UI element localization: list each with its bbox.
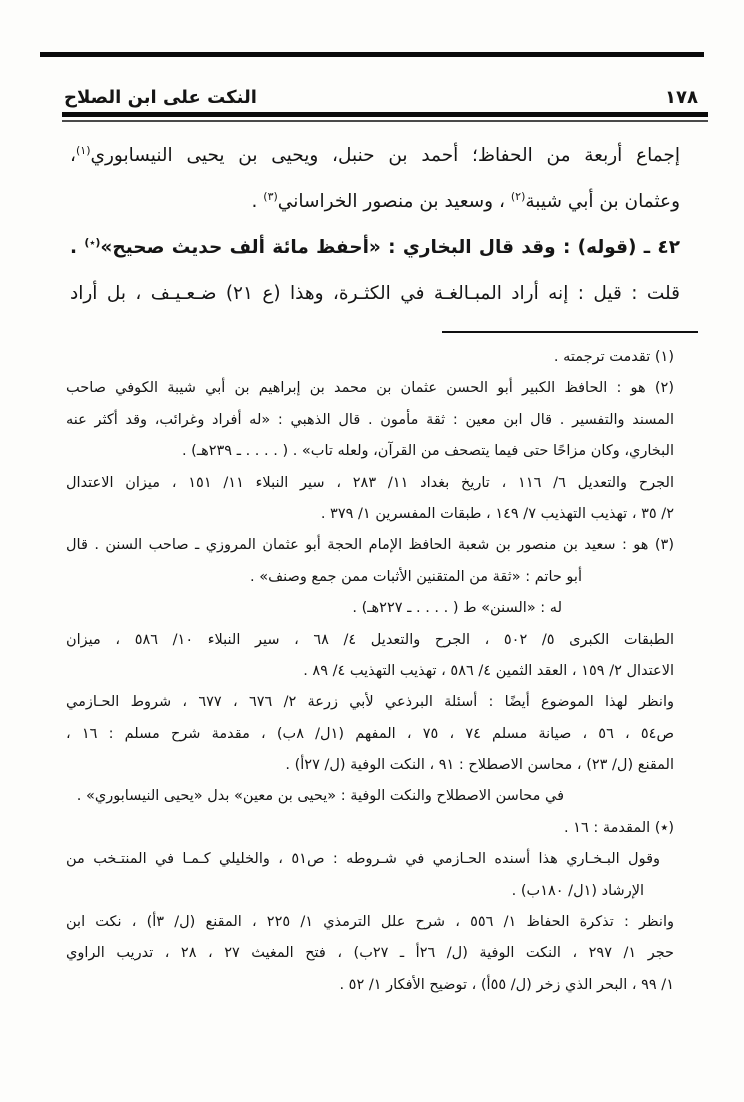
footnote-line: في محاسن الاصطلاح والنكت الوفية : «يحيى بن معين» بدل «يحيى النيسابوري» . — [76, 788, 564, 805]
footnote-line: المقنع (ل/ ٢٣) ، محاسن الاصطلاح : ٩١ ، النكت الوفية (ل/ ٢٧أ) . — [285, 757, 674, 774]
top-border-rule — [40, 52, 704, 57]
footnote-line: الاعتدال ٢/ ١٥٩ ، العقد الثمين ٤/ ٥٨٦ ، تهذيب التهذيب ٤/ ٨٩ . — [303, 662, 674, 679]
footnote-line: (٢) هو : الحافظ الكبير أبو الحسن عثمان بن محمد بن إبراهيم بن أبي شيبة الكوفي صاحب — [66, 380, 674, 397]
footnote-line: وانظر : تذكرة الحفاظ ١/ ٥٥٦ ، شرح علل الترمذي ١/ ٢٢٥ ، المقنع (ل/ ٣أ) ، نكت ابن — [66, 914, 674, 931]
footnote-line: الطبقات الكبرى ٥/ ٥٠٢ ، الجرح والتعديل ٤/ ٦٨ ، سير النبلاء ١٠/ ٥٨٦ ، ميزان — [66, 631, 674, 648]
main-text-block — [70, 133, 680, 317]
body-line-1: إجماع أربعة من الحفاظ؛ أحمد بن حنبل، ويحيى بن يحيى النيسابوري$^{(١)}$، — [70, 143, 680, 166]
footnote-line: (١) تقدمت ترجمته . — [553, 349, 674, 365]
footnote-line: البخاري، وكان مزاحًا حتى فيما يتصحف من القرآن، ولعله تاب» . ( . . . . ـ ٢٣٩هـ) . — [181, 443, 674, 460]
footnote-line: ١/ ٩٩ ، البحر الذي زخر (ل/ ٥٥أ) ، توضيح الأفكار ١/ ٥٢ . — [339, 976, 674, 993]
footnote-line: (٭) المقدمة : ١٦ . — [563, 819, 674, 836]
footnote-line: حجر ١/ ٢٩٧ ، النكت الوفية (ل/ ٢٦أ ـ ٢٧ب) ، فتح المغيث ٢٧ ، ٢٨ ، تدريب الراوي — [66, 945, 674, 962]
body-line-2: وعثمان بن أبي شيبة$^{(٢)}$ ، وسعيد بن منصور الخراساني$^{(٣)}$ . — [251, 189, 680, 212]
footnote-line: أبو حاتم : «ثقة من المتقنين الأثبات ممن جمع وصنف» . — [250, 568, 582, 585]
footnote-line: وقول البـخـاري هذا أسنده الحـازمي في شـروطه : ص٥١ ، والخليلي كـمـا في المنتـخب من — [66, 851, 660, 868]
matn-qawluh-line: ٤٢ ـ (قوله) : وقد قال البخاري : «أحفظ مائة ألف حديث صحيح»(٭) . — [70, 235, 680, 258]
page-header — [64, 78, 698, 108]
footnote-line: ص٥٤ ، ٥٦ ، صيانة مسلم ٧٤ ، ٧٥ ، المفهم (١ل/ ٨ب) ، مقدمة شرح مسلم : ١٦ ، — [66, 725, 674, 742]
footnote-separator-rule — [442, 331, 698, 333]
footnote-ref-marker: (٢) — [510, 189, 526, 203]
header-rule-thick — [62, 112, 708, 117]
footnote-ref-marker: (٣) — [263, 189, 278, 203]
footnotes-block — [66, 342, 674, 1001]
footnote-line: المسند والتفسير . قال ابن معين : ثقة مأمون . قال الذهبي : «له أفراد وغرائب، وقد أكثر عنه — [66, 411, 674, 428]
running-title: النكت على ابن الصلاح — [64, 87, 257, 108]
footnote-line: وانظر لهذا الموضوع أيضًا : أسئلة البرذعي لأبي زرعة ٢/ ٦٧٦ ، ٦٧٧ ، شروط الحـازمي — [66, 694, 674, 711]
footnote-line: الجرح والتعديل ٦/ ١١٦ ، تاريخ بغداد ١١/ ٢٨٣ ، سير النبلاء ١١/ ١٥١ ، ميزان الاعتدال — [66, 474, 674, 491]
footnote-line: له : «السنن» ط ( . . . . ـ ٢٢٧هـ) . — [352, 600, 562, 617]
page-number: ١٧٨ — [665, 87, 698, 108]
footnote-line: ٢/ ٣٥ ، تهذيب التهذيب ٧/ ١٤٩ ، طبقات المفسرين ١/ ٣٧٩ . — [320, 505, 674, 522]
header-rule-thin — [62, 120, 708, 122]
footnote-ref-marker: (١) — [75, 143, 91, 157]
footnote-ref-marker: (٭) — [84, 235, 101, 249]
footnote-line: (٣) هو : سعيد بن منصور بن شعبة الحافظ الإمام الحجة أبو عثمان المروزي ـ صاحب السنن . قال — [66, 537, 674, 554]
footnote-line: الإرشاد (١ل/ ١٨٠ب) . — [511, 882, 644, 899]
body-qultu-line: قلت : قيل : إنه أراد المبـالغـة في الكثـرة، وهذا (ع ٢١) ضـعـيـف ، بل أراد — [70, 283, 680, 304]
